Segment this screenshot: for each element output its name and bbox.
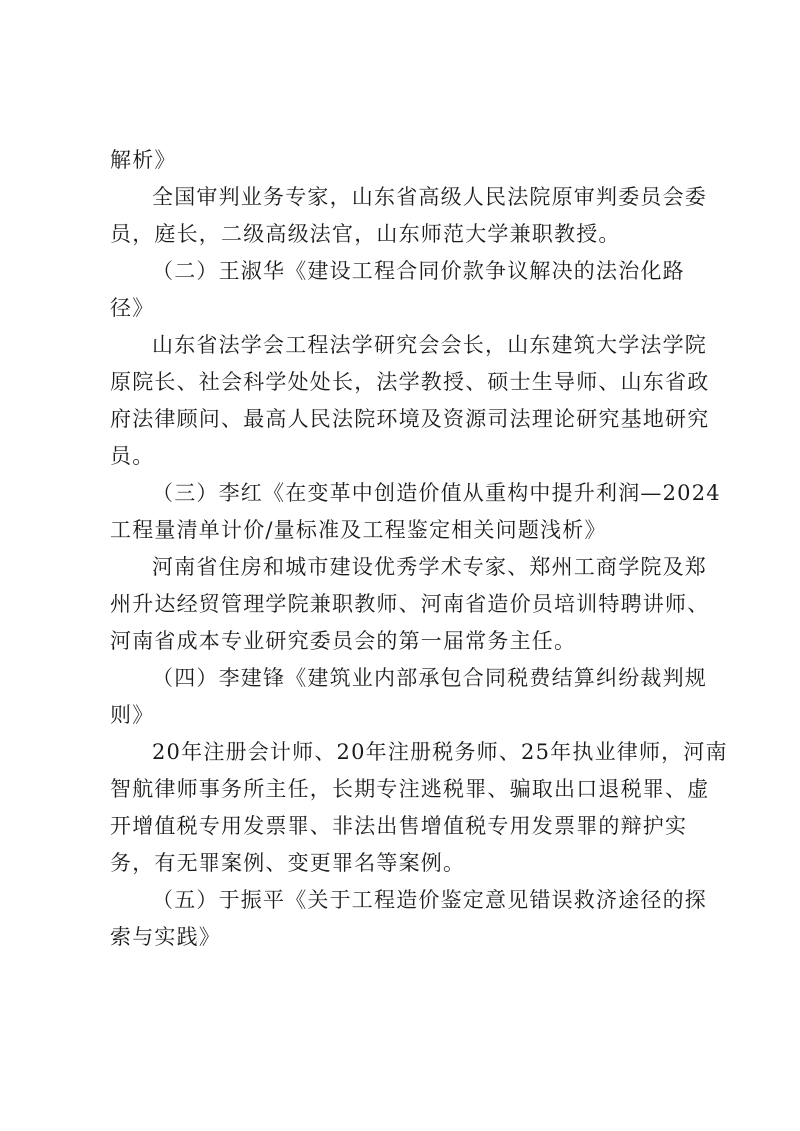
text-line: 员。 xyxy=(110,444,155,468)
text-line: 全国审判业务专家，山东省高级人民法院原审判委员会委 xyxy=(152,185,707,209)
section-heading-2: （二）王淑华《建设工程合同价款争议解决的法治化路 xyxy=(152,259,685,283)
text-line: 州升达经贸管理学院兼职教师、河南省造价员培训特聘讲师、 xyxy=(110,592,710,616)
section-heading-3-cont: 工程量清单计价/量标准及工程鉴定相关问题浅析》 xyxy=(110,518,607,542)
section-heading-3: （三）李红《在变革中创造价值从重构中提升利润—2024 xyxy=(152,481,721,505)
text-line: 员，庭长，二级高级法官，山东师范大学兼职教授。 xyxy=(110,222,621,246)
section-heading-4-cont: 则》 xyxy=(110,703,155,727)
section-heading-2-cont: 径》 xyxy=(110,296,155,320)
text-line: 务，有无罪案例、变更罪名等案例。 xyxy=(110,851,466,875)
text-line: 智航律师事务所主任，长期专注逃税罪、骗取出口退税罪、虚 xyxy=(110,777,710,801)
section-heading-4: （四）李建锋《建筑业内部承包合同税费结算纠纷裁判规 xyxy=(152,666,707,690)
text-line: 府法律顾问、最高人民法院环境及资源司法理论研究基地研究 xyxy=(110,407,710,431)
text-line: 原院长、社会科学处处长，法学教授、硕士生导师、山东省政 xyxy=(110,370,710,394)
text-line: 解析》 xyxy=(110,148,177,172)
text-line: 开增值税专用发票罪、非法出售增值税专用发票罪的辩护实 xyxy=(110,814,688,838)
text-line: 河南省成本专业研究委员会的第一届常务主任。 xyxy=(110,629,577,653)
document-body xyxy=(110,142,728,956)
section-heading-5-cont: 索与实践》 xyxy=(110,925,221,949)
text-line: 山东省法学会工程法学研究会会长，山东建筑大学法学院 xyxy=(152,333,707,357)
text-line: 20年注册会计师、20年注册税务师、25年执业律师，河南 xyxy=(152,740,728,764)
section-heading-5: （五）于振平《关于工程造价鉴定意见错误救济途径的探 xyxy=(152,888,707,912)
text-line: 河南省住房和城市建设优秀学术专家、郑州工商学院及郑 xyxy=(152,555,707,579)
